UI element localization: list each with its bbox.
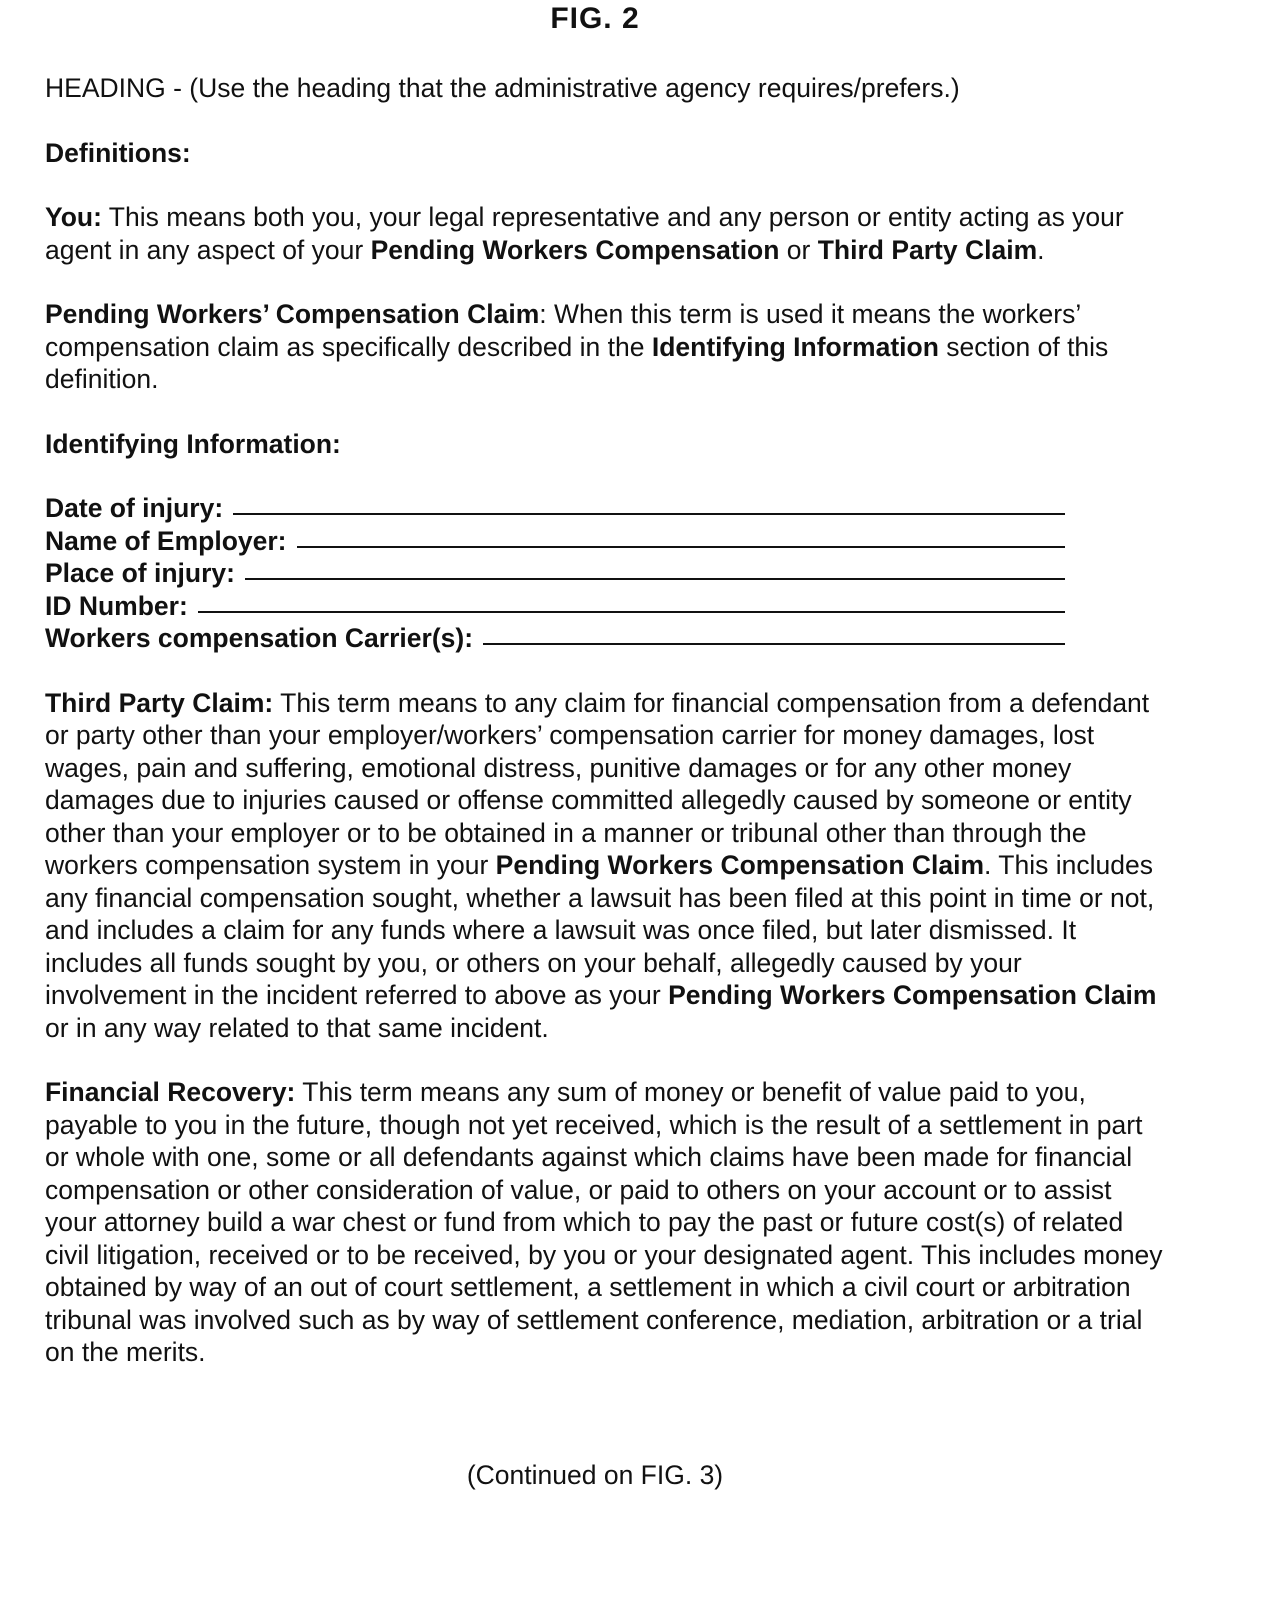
definition-you-text-2: or [779,234,818,265]
identifying-heading [45,428,1163,461]
field-carriers [45,622,1065,655]
figure-title: FIG. 2 [550,2,640,35]
field-label-date-of-injury: Date of injury: [45,493,224,523]
identifying-heading-text: Identifying Information: [45,428,341,459]
definition-pending-claim [45,298,1163,396]
field-id-number [45,590,1065,623]
identifying-fields [45,492,1163,655]
definition-third-party-text-1: This term means to any claim for financial compensation from a defendant or party other than your employer/workers’ compensation carrier for money damages, lost wages, pain and suffering, emotional distress, punitive damages or for any other money damages due to injuries caused or offense committed allegedly caused by someone or entity other than your employer or to be obtained in a manner or tribunal other than through the workers compensation system in your [45,687,1150,880]
definition-you-text-3: . [1037,234,1045,265]
continued-note: (Continued on FIG. 3) [466,1460,724,1490]
term-pending-claim: Pending Workers’ Compensation Claim [45,299,540,329]
definition-third-party [45,687,1163,1045]
field-label-carriers: Workers compensation Carrier(s): [45,623,474,653]
definition-pending-claim-bold-1: Identifying Information [651,331,939,362]
heading-instruction: HEADING - (Use the heading that the administrative agency requires/prefers.) [45,73,960,103]
definition-you-text-1: This means both you, your legal representative and any person or entity acting as your agent in any aspect of your [45,202,1124,265]
definition-third-party-text-3: or in any way related to that same incident. [45,1012,549,1043]
definition-pending-claim-text-1: : When this term is used it means the workers’ compensation claim as specifically described in the [45,299,1081,362]
definitions-heading [45,137,1163,170]
field-label-name-of-employer: Name of Employer: [45,525,287,556]
term-financial-recovery: Financial Recovery: [45,1077,296,1107]
field-label-place-of-injury: Place of injury: [45,558,235,588]
term-you: You: [45,202,102,232]
definition-financial-recovery-text: This term means any sum of money or benefit of value paid to you, payable to you in the future, though not yet received, which is the result of a settlement in part or whole with one, some or all defendants against which claims have been made for financial compensation or other consideration of value, or paid to others on your account or to assist your attorney build a war chest or fund from which to pay the past or future cost(s) of related civil litigation, received or to be received, by you or your designated agent. This includes money obtained by way of an out of court settlement, a settlement in which a civil court or arbitration tribunal was involved such as by way of settlement conference, mediation, arbitration or a trial on the merits. [45,1077,1163,1367]
definition-pending-claim-text-2: section of this definition. [45,331,1109,394]
definition-third-party-bold-2: Pending Workers Compensation Claim [668,980,1157,1010]
blank-line-date-of-injury[interactable] [233,493,1065,515]
definition-you-bold-2: Third Party Claim [817,234,1038,265]
term-third-party: Third Party Claim: [45,687,274,718]
blank-line-place-of-injury[interactable] [245,558,1065,580]
document-body [45,72,1163,1401]
field-name-of-employer [45,525,1065,558]
definitions-heading-text: Definitions: [45,137,191,168]
definition-third-party-bold-1: Pending Workers Compensation Claim [495,850,985,880]
definition-you-bold-1: Pending Workers Compensation [370,234,780,265]
blank-line-carriers[interactable] [483,623,1065,645]
blank-line-id-number[interactable] [198,591,1065,613]
field-label-id-number: ID Number: [45,590,188,621]
blank-line-name-of-employer[interactable] [297,526,1065,548]
definition-third-party-text-2: . This includes any financial compensation sought, whether a lawsuit has been filed at this point in time or not, and includes a claim for any funds where a lawsuit was once filed, but later dismissed. It includes all funds sought by you, or others on your behalf, allegedly caused by your involvement in the incident referred to above as your [45,850,1155,1010]
definition-you [45,201,1163,266]
definition-financial-recovery [45,1076,1163,1369]
field-date-of-injury [45,492,1065,525]
field-place-of-injury [45,557,1065,590]
